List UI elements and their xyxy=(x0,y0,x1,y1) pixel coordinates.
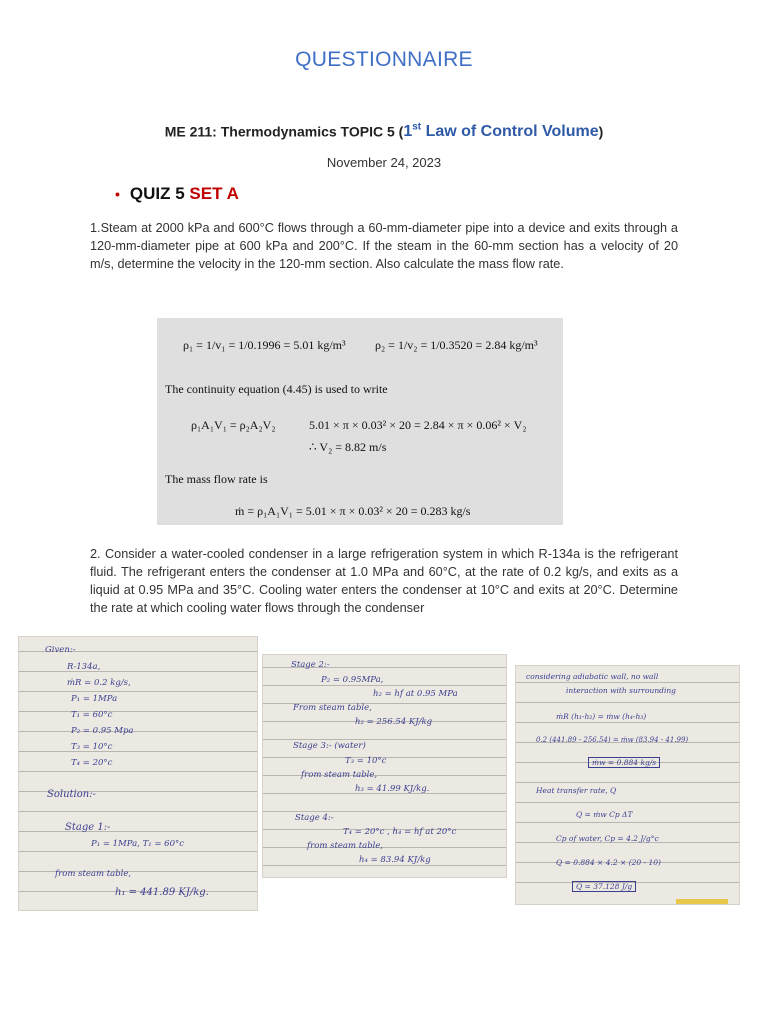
hw-line: Q = ṁw Cp ΔT xyxy=(576,810,633,819)
course-heading xyxy=(0,122,768,141)
hw-line: P₁ = 1MPa, T₁ = 60°c xyxy=(91,839,185,849)
quiz-heading xyxy=(115,184,239,204)
hw-line: considering adiabatic wall, no wall xyxy=(526,672,659,681)
continuity-substitution: 5.01 × π × 0.03² × 20 = 2.84 × π × 0.06² × V₂ xyxy=(309,418,527,432)
hw-line: Stage 3:- (water) xyxy=(293,741,366,751)
hw-line: T₃ = 10°c xyxy=(345,756,387,766)
hw-line: Heat transfer rate, Q xyxy=(536,786,617,795)
hw-line: h₃ = 41.99 KJ/kg. xyxy=(355,784,430,794)
hw-line: R-134a, xyxy=(67,662,101,672)
course-ordinal: 1st Law of Control Volume xyxy=(403,122,599,141)
continuity-equation: ρ₁A₁V₁ = ρ₂A₂V₂ xyxy=(191,418,276,432)
hw-line: Given:- xyxy=(45,645,76,655)
course-suffix: ) xyxy=(598,123,604,140)
hw-line: P₂ = 0.95MPa, xyxy=(321,675,384,685)
hw-line: T₄ = 20°c , h₄ = hf at 20°c xyxy=(343,827,457,837)
hw-line: Stage 4:- xyxy=(295,813,334,823)
hw-line: h₁ = 441.89 KJ/kg. xyxy=(115,887,209,898)
page-title: QUESTIONNAIRE xyxy=(295,48,473,71)
quiz-set: SET A xyxy=(189,184,239,203)
hw-line: h₂ = 256.54 KJ/kg xyxy=(355,717,433,727)
solution-1-image xyxy=(157,318,563,525)
hw-line: h₄ = 83.94 KJ/kg xyxy=(359,855,431,865)
hw-line: from steam table, xyxy=(55,869,132,879)
hw-line: Q = 0.884 × 4.2 × (20 - 10) xyxy=(556,858,661,867)
v2-result: ∴ V₂ = 8.82 m/s xyxy=(309,440,387,454)
quiz-label: QUIZ 5 xyxy=(129,184,190,203)
hw-line: 0.2 (441.89 - 256.54) = ṁw (83.94 - 41.99) xyxy=(536,736,689,744)
mass-flow-intro: The mass flow rate is xyxy=(165,472,268,486)
sticky-tab xyxy=(676,899,728,905)
course-prefix: ME 211: Thermodynamics TOPIC 5 ( xyxy=(164,123,404,140)
hw-line: from steam table, xyxy=(301,770,378,780)
hw-line: from steam table, xyxy=(307,841,384,851)
bullet-icon: • xyxy=(115,186,120,202)
hw-line: T₃ = 10°c xyxy=(71,742,113,752)
hw-line: ṁR = 0.2 kg/s, xyxy=(67,678,131,688)
hw-line: T₄ = 20°c xyxy=(71,758,113,768)
hw-line: h₂ = hf at 0.95 MPa xyxy=(373,689,458,699)
hw-line: T₁ = 60°c xyxy=(71,710,113,720)
hw-line: Stage 1:- xyxy=(65,822,111,833)
rho2-equation: ρ₂ = 1/v₂ = 1/0.3520 = 2.84 kg/m³ xyxy=(375,338,538,352)
hw-line: interaction with surrounding xyxy=(566,686,676,695)
problem-2-text: 2. Consider a water-cooled condenser in a large refrigeration system in which R-134a is the refrigerant fluid. The refrigerant enters the condenser at 1.0 MPa and 60°C, at the rate of 0.2 kg/s, and exits as a liquid at 0.95 MPa and 35°C. Cooling water enters the condenser at 10°C and exits at 20°C. Determine the rate at which cooling water flows through the condenser xyxy=(90,547,678,615)
hw-line: ṁw = 0.884 kg/s xyxy=(588,758,660,767)
hw-line: P₁ = 1MPa xyxy=(71,694,118,704)
date: November 24, 2023 xyxy=(326,155,442,170)
hw-line: ṁR (h₁-h₂) = ṁw (h₄-h₃) xyxy=(556,712,647,721)
hw-line: Cp of water, Cp = 4.2 J/g°c xyxy=(556,834,659,843)
hw-line: Q = 37.128 J/g xyxy=(572,882,636,891)
hw-line: Stage 2:- xyxy=(291,660,330,670)
rho1-equation: ρ₁ = 1/v₁ = 1/0.1996 = 5.01 kg/m³ xyxy=(183,338,346,352)
problem-1-text: 1.Steam at 2000 kPa and 600°C flows through a 60-mm-diameter pipe into a device and exits through a 120-mm-diameter pipe at 600 kPa and 200°C. If the steam in the 60-mm section has a velocity of 20 m/s, determine the velocity in the 120-mm section. Also calculate the mass flow rate. xyxy=(90,221,678,271)
mass-flow-equation: ṁ = ρ₁A₁V₁ = 5.01 × π × 0.03² × 20 = 0.283 kg/s xyxy=(235,504,471,518)
handwritten-photo-2 xyxy=(262,654,507,878)
continuity-intro: The continuity equation (4.45) is used to write xyxy=(165,382,388,396)
hw-line: Solution:- xyxy=(47,789,96,800)
handwritten-photo-3 xyxy=(515,665,740,905)
handwritten-photo-1 xyxy=(18,636,258,911)
hw-line: From steam table, xyxy=(293,703,372,713)
hw-line: P₂ = 0.95 Mpa xyxy=(71,726,134,736)
